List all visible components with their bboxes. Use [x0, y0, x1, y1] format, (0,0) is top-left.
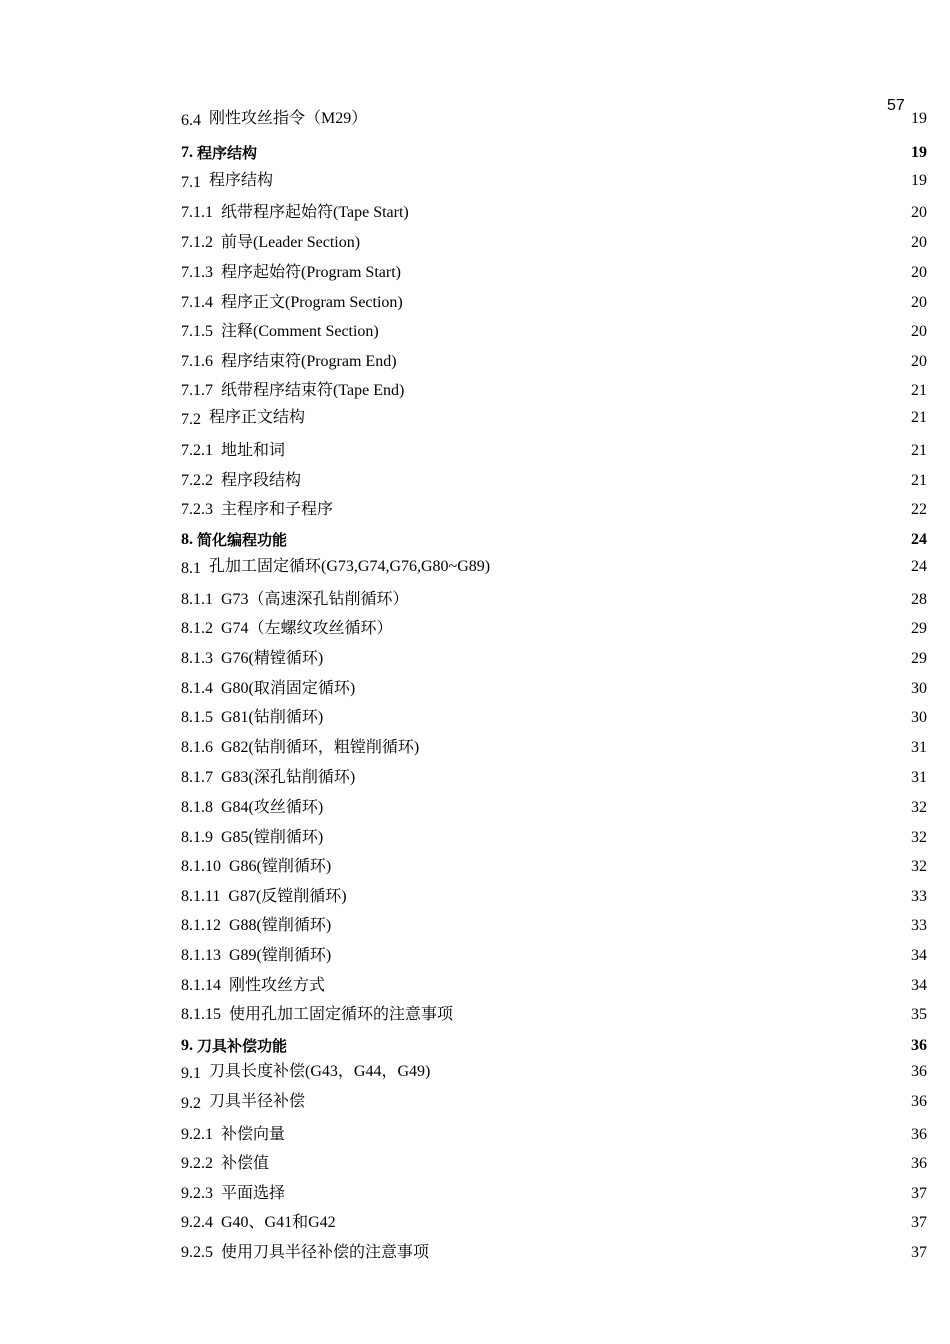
- toc-entry-title: 程序正文(Program Section): [221, 294, 403, 311]
- toc-entry-title: 程序结构: [209, 172, 274, 189]
- toc-entry[interactable]: [181, 1212, 927, 1234]
- toc-entry-text: [181, 1035, 287, 1057]
- toc-entry-page: 24: [911, 558, 927, 575]
- toc-entry-title: 刀具半径补偿: [209, 1093, 306, 1110]
- toc-entry-text: [181, 170, 273, 192]
- toc-entry-page: 19: [911, 110, 927, 127]
- toc-entry[interactable]: [181, 737, 927, 759]
- toc-entry[interactable]: [181, 915, 927, 937]
- toc-entry[interactable]: [181, 975, 927, 997]
- toc-entry-title: G83(深孔钻削循环): [221, 769, 356, 786]
- toc-entry-number: 7.1.4: [181, 294, 213, 311]
- toc-entry-text: [181, 321, 379, 343]
- toc-entry[interactable]: [181, 886, 927, 908]
- toc-entry-title: G74（左螺纹攻丝循环）: [221, 620, 393, 637]
- toc-entry-page: 36: [911, 1093, 927, 1110]
- toc-entry-page: 29: [911, 650, 927, 667]
- toc-entry-text: [181, 380, 404, 402]
- toc-entry-number: 8.1.10: [181, 858, 221, 875]
- toc-entry[interactable]: [181, 767, 927, 789]
- toc-entry-number: 7.2.2: [181, 472, 213, 489]
- toc-entry-page: 21: [911, 409, 927, 426]
- page-number: 57: [887, 97, 905, 114]
- toc-entry[interactable]: [181, 1004, 927, 1026]
- toc-entry[interactable]: [181, 1035, 927, 1057]
- toc-entry[interactable]: [181, 1061, 927, 1083]
- toc-entry-page: 20: [911, 204, 927, 221]
- toc-entry-title: 纸带程序起始符(Tape Start): [221, 204, 409, 221]
- toc-entry-title: G89(镗削循环): [229, 947, 332, 964]
- toc-entry-number: 9.1: [181, 1065, 201, 1082]
- toc-entry[interactable]: [181, 856, 927, 878]
- toc-entry-title: 使用刀具半径补偿的注意事项: [221, 1244, 430, 1261]
- toc-entry-page: 29: [911, 620, 927, 637]
- toc-entry-title: G80(取消固定循环): [221, 680, 356, 697]
- toc-entry-text: [181, 856, 331, 878]
- toc-entry[interactable]: [181, 108, 927, 130]
- toc-entry-page: 36: [911, 1037, 927, 1054]
- toc-entry-title: G82(钻削循环，粗镗削循环): [221, 739, 420, 756]
- toc-entry-text: [181, 767, 355, 789]
- toc-entry-number: 8.1.8: [181, 799, 213, 816]
- toc-entry-number: 8.1.13: [181, 947, 221, 964]
- toc-entry-text: [181, 262, 401, 284]
- toc-entry[interactable]: [181, 321, 927, 343]
- toc-entry-page: 33: [911, 888, 927, 905]
- toc-entry-number: 8.1.7: [181, 769, 213, 786]
- toc-entry-page: 20: [911, 353, 927, 370]
- toc-entry-text: [181, 440, 285, 462]
- toc-entry-text: [181, 797, 323, 819]
- toc-entry[interactable]: [181, 351, 927, 373]
- toc-entry-text: [181, 589, 409, 611]
- toc-entry-text: [181, 232, 360, 254]
- toc-entry[interactable]: [181, 1153, 927, 1175]
- toc-entry-text: [181, 142, 257, 164]
- toc-entry[interactable]: [181, 1124, 927, 1146]
- toc-entry-text: [181, 1153, 269, 1175]
- toc-entry-page: 19: [911, 172, 927, 189]
- toc-entry-title: 简化编程功能: [197, 531, 288, 549]
- toc-entry-text: [181, 1061, 430, 1083]
- toc-entry-number: 7.1.2: [181, 234, 213, 251]
- toc-entry-number: 7.1: [181, 174, 201, 191]
- toc-entry-page: 20: [911, 264, 927, 281]
- toc-entry-page: 30: [911, 680, 927, 697]
- toc-entry-text: [181, 292, 403, 314]
- toc-entry[interactable]: [181, 142, 927, 164]
- toc-entry-text: [181, 499, 333, 521]
- toc-entry-text: [181, 1124, 285, 1146]
- toc-entry-title: 程序起始符(Program Start): [221, 264, 401, 281]
- toc-entry-page: 37: [911, 1185, 927, 1202]
- toc-entry-page: 20: [911, 323, 927, 340]
- toc-entry-number: 8.1.11: [181, 888, 221, 905]
- toc-entry-number: 9.2.1: [181, 1126, 213, 1143]
- toc-entry-page: 28: [911, 591, 927, 608]
- toc-entry-title: 程序段结构: [221, 472, 302, 489]
- toc-entry-title: G88(镗削循环): [229, 917, 332, 934]
- toc-entry-number: 9.: [181, 1037, 193, 1054]
- toc-entry-text: [181, 707, 323, 729]
- toc-entry[interactable]: [181, 470, 927, 492]
- toc-entry-number: 9.2.3: [181, 1185, 213, 1202]
- toc-entry-number: 8.1.2: [181, 620, 213, 637]
- toc-entry-text: [181, 1004, 453, 1026]
- toc-entry-title: 补偿值: [221, 1155, 270, 1172]
- toc-entry-page: 36: [911, 1155, 927, 1172]
- toc-entry-number: 7.1.1: [181, 204, 213, 221]
- toc-entry-text: [181, 915, 331, 937]
- toc-entry[interactable]: [181, 678, 927, 700]
- toc-entry[interactable]: [181, 589, 927, 611]
- toc-entry-title: 主程序和子程序: [221, 501, 334, 518]
- toc-entry-title: 注释(Comment Section): [221, 323, 379, 340]
- toc-entry-number: 8.: [181, 531, 193, 548]
- toc-entry-text: [181, 737, 419, 759]
- toc-entry-title: 刀具长度补偿(G43，G44，G49): [209, 1063, 431, 1080]
- toc-entry-title: G76(精镗循环): [221, 650, 324, 667]
- toc-entry-page: 32: [911, 858, 927, 875]
- toc-entry-number: 8.1.6: [181, 739, 213, 756]
- toc-entry-text: [181, 529, 287, 551]
- toc-entry-title: 刚性攻丝方式: [229, 977, 326, 994]
- toc-entry-number: 8.1.1: [181, 591, 213, 608]
- toc-entry[interactable]: [181, 945, 927, 967]
- toc-entry[interactable]: [181, 556, 927, 578]
- toc-entry[interactable]: [181, 170, 927, 192]
- toc-entry-number: 8.1.14: [181, 977, 221, 994]
- toc-entry-page: 21: [911, 472, 927, 489]
- toc-entry[interactable]: [181, 380, 927, 402]
- toc-entry-number: 7.: [181, 144, 193, 161]
- toc-entry-text: [181, 407, 305, 429]
- toc-entry-text: [181, 975, 325, 997]
- toc-entry-text: [181, 827, 323, 849]
- toc-entry-text: [181, 202, 409, 224]
- toc-entry-page: 20: [911, 234, 927, 251]
- toc-entry-page: 22: [911, 501, 927, 518]
- toc-entry-title: G87(反镗削循环): [228, 888, 347, 905]
- toc-entry-page: 32: [911, 799, 927, 816]
- toc-entry-page: 34: [911, 977, 927, 994]
- toc-entry-page: 21: [911, 382, 927, 399]
- toc-entry-number: 9.2: [181, 1095, 201, 1112]
- toc-entry-text: [181, 1242, 429, 1264]
- toc-entry[interactable]: [181, 707, 927, 729]
- toc-entry-title: G40、G41和G42: [221, 1214, 336, 1231]
- toc-entry-title: 程序结束符(Program End): [221, 353, 397, 370]
- toc-entry-number: 7.1.6: [181, 353, 213, 370]
- toc-entry-text: [181, 1212, 336, 1234]
- toc-entry[interactable]: [181, 1091, 927, 1113]
- toc-entry-title: 程序正文结构: [209, 409, 306, 426]
- toc-entry-title: 使用孔加工固定循环的注意事项: [229, 1006, 454, 1023]
- toc-entry-page: 36: [911, 1126, 927, 1143]
- toc-entry-title: 孔加工固定循环(G73,G74,G76,G80~G89): [209, 558, 491, 575]
- toc-entry-text: [181, 108, 367, 130]
- toc-entry-title: 程序结构: [197, 144, 258, 162]
- toc-entry-number: 8.1.12: [181, 917, 221, 934]
- toc-entry-number: 7.2.1: [181, 442, 213, 459]
- toc-entry-title: G73（高速深孔钻削循环）: [221, 591, 409, 608]
- toc-entry-title: 平面选择: [221, 1185, 286, 1202]
- toc-entry-title: G85(镗削循环): [221, 829, 324, 846]
- toc-entry-title: G86(镗削循环): [229, 858, 332, 875]
- toc-entry-page: 30: [911, 709, 927, 726]
- toc-entry[interactable]: [181, 797, 927, 819]
- toc-entry[interactable]: [181, 529, 927, 551]
- toc-entry-number: 6.4: [181, 112, 201, 129]
- toc-entry[interactable]: [181, 202, 927, 224]
- toc-entry-number: 8.1: [181, 560, 201, 577]
- toc-entry-page: 32: [911, 829, 927, 846]
- toc-entry-page: 20: [911, 294, 927, 311]
- toc-entry-title: G84(攻丝循环): [221, 799, 324, 816]
- toc-entry-page: 21: [911, 442, 927, 459]
- toc-entry-number: 7.2.3: [181, 501, 213, 518]
- toc-entry-number: 8.1.15: [181, 1006, 221, 1023]
- toc-entry-text: [181, 470, 301, 492]
- toc-entry[interactable]: [181, 1183, 927, 1205]
- toc-entry-text: [181, 1183, 285, 1205]
- toc-entry-page: 31: [911, 769, 927, 786]
- toc-entry-page: 36: [911, 1063, 927, 1080]
- toc-entry-number: 8.1.3: [181, 650, 213, 667]
- toc-entry-page: 37: [911, 1214, 927, 1231]
- toc-entry-page: 35: [911, 1006, 927, 1023]
- toc-entry-number: 9.2.2: [181, 1155, 213, 1172]
- toc-entry-title: 刚性攻丝指令（M29）: [209, 110, 368, 127]
- toc-entry[interactable]: [181, 1242, 927, 1264]
- toc-entry-text: [181, 678, 355, 700]
- toc-entry[interactable]: [181, 648, 927, 670]
- toc-entry-text: [181, 886, 347, 908]
- toc-entry[interactable]: [181, 262, 927, 284]
- toc-entry-number: 7.1.3: [181, 264, 213, 281]
- toc-entry[interactable]: [181, 618, 927, 640]
- toc-entry-title: 地址和词: [221, 442, 286, 459]
- toc-entry-number: 8.1.9: [181, 829, 213, 846]
- toc-entry-number: 9.2.5: [181, 1244, 213, 1261]
- toc-entry-title: G81(钻削循环): [221, 709, 324, 726]
- toc-entry-page: 19: [911, 144, 927, 161]
- toc-entry-number: 7.1.7: [181, 382, 213, 399]
- toc-entry-title: 补偿向量: [221, 1126, 286, 1143]
- toc-entry-title: 刀具补偿功能: [197, 1037, 288, 1055]
- toc-entry-page: 37: [911, 1244, 927, 1261]
- toc-entry-number: 8.1.4: [181, 680, 213, 697]
- toc-entry[interactable]: [181, 499, 927, 521]
- toc-entry[interactable]: [181, 232, 927, 254]
- toc-entry-text: [181, 556, 490, 578]
- toc-entry-page: 31: [911, 739, 927, 756]
- toc-entry[interactable]: [181, 407, 927, 429]
- toc-entry-title: 纸带程序结束符(Tape End): [221, 382, 405, 399]
- toc-entry[interactable]: [181, 827, 927, 849]
- toc-entry-number: 9.2.4: [181, 1214, 213, 1231]
- toc-entry-page: 34: [911, 947, 927, 964]
- toc-entry-text: [181, 351, 397, 373]
- toc-entry-text: [181, 1091, 305, 1113]
- toc-entry[interactable]: [181, 292, 927, 314]
- toc-entry-number: 7.1.5: [181, 323, 213, 340]
- toc-entry-page: 33: [911, 917, 927, 934]
- toc-entry-text: [181, 945, 331, 967]
- toc-entry-number: 7.2: [181, 411, 201, 428]
- toc-entry-page: 24: [911, 531, 927, 548]
- toc-entry-number: 8.1.5: [181, 709, 213, 726]
- toc-entry-title: 前导(Leader Section): [221, 234, 361, 251]
- toc-entry[interactable]: [181, 440, 927, 462]
- toc-entry-text: [181, 648, 323, 670]
- toc-entry-text: [181, 618, 393, 640]
